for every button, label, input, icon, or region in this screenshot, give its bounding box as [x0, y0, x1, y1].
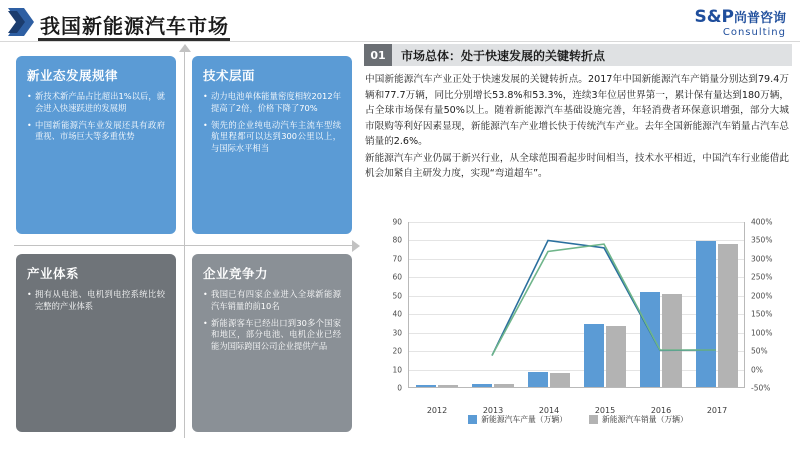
brand-name	[694, 8, 786, 27]
chart-gridline	[409, 314, 745, 315]
quadrant-title: 产业体系	[27, 266, 80, 281]
chart-gridline	[409, 259, 745, 260]
legend-label: 新能源汽车产量（万辆）	[481, 415, 567, 424]
vertical-axis	[184, 50, 185, 438]
chart-bar	[472, 384, 492, 387]
chart-bar	[606, 326, 626, 387]
list-item: • 新技术新产品占比超出1%以后，就会进入快速跃进的发展期	[27, 91, 165, 115]
chart-x-label: 2017	[706, 406, 728, 415]
axis-right-arrow-icon	[352, 240, 360, 252]
section-number: 01	[364, 44, 392, 66]
quadrant-bullets	[203, 91, 341, 155]
quadrant-title: 企业竞争力	[203, 266, 269, 281]
chart-y-tick: 50	[392, 291, 402, 301]
chart-x-label: 2015	[594, 406, 616, 415]
chart-y-tick: 20	[392, 346, 402, 356]
chart-y2-tick: 0%	[751, 365, 763, 375]
chart-bar	[494, 384, 514, 387]
chart-plot-area	[392, 217, 773, 415]
chart-y2-tick: 50%	[751, 346, 768, 356]
page-title: 我国新能源汽车市场	[40, 14, 229, 38]
legend-swatch-production	[468, 415, 477, 424]
quadrant-industry-system	[16, 254, 176, 432]
chart-y-tick: 80	[392, 235, 402, 245]
quadrant-technology	[192, 56, 352, 234]
list-item: • 动力电池单体能量密度相较2012年提高了2倍，价格下降了70%	[203, 91, 341, 115]
chart-y-tick: 60	[392, 272, 402, 282]
paragraph: 中国新能源汽车产业正处于快速发展的关键转折点。2017年中国新能源汽车产销量分别达到79.4万辆和77.7万辆，同比分别增长53.8%和53.3%，连续3年位居世界第一，累计保有量达到180万辆，占全球市场保有量50%以上。随着新能源汽车基础设施完善，年轻消费者环保意识增强，部分大城市限购等利好因素显现，新能源汽车产业增长快于传统汽车产业。去年全国新能源汽车销量占汽车总销量的2.6%。	[365, 74, 789, 148]
chart-bar	[718, 244, 738, 387]
chart-gridline	[409, 351, 745, 352]
section-header	[364, 44, 792, 66]
chart-gridline	[409, 333, 745, 334]
chart-gridline	[409, 370, 745, 371]
chart-bar	[696, 241, 716, 387]
brand-logo	[694, 8, 786, 38]
brand-subtitle: Consulting	[722, 26, 786, 38]
chart-y-tick: 10	[392, 365, 402, 375]
list-item: • 我国已有四家企业进入全球新能源汽车销量的前10名	[203, 289, 341, 313]
chart-y2-tick: -50%	[751, 383, 771, 393]
list-item: • 新能源客车已经出口到30多个国家和地区，部分电池、电机企业已经能为国际跨国公司企业提供产品	[203, 318, 341, 353]
quadrant-new-ecology	[16, 56, 176, 234]
content-pane	[364, 44, 792, 442]
quadrant-diagram	[10, 48, 358, 440]
chart-bar	[584, 324, 604, 387]
legend-item	[589, 414, 688, 425]
quadrant-enterprise-competitiveness	[192, 254, 352, 432]
horizontal-axis	[14, 245, 354, 246]
chart-gridline	[409, 240, 745, 241]
chart-bar	[662, 294, 682, 388]
chart-y-tick: 90	[392, 217, 402, 227]
chart-bar	[528, 372, 548, 387]
chart-y2-tick: 150%	[751, 309, 773, 319]
quadrant-bullets	[27, 91, 165, 143]
chart-y2-tick: 200%	[751, 291, 773, 301]
paragraph: 新能源汽车产业仍属于新兴行业，从全球范围看起步时间相当，技术水平相近，中国汽车行业能借此机会加紧自主研发力度，实现“弯道超车”。	[365, 152, 789, 180]
chart-y2-tick: 300%	[751, 254, 773, 264]
brand-cn-text: 尚普咨询	[733, 11, 786, 26]
chart-bar	[438, 385, 458, 387]
chart-y-tick: 30	[392, 328, 402, 338]
quadrant-bullets	[203, 289, 341, 353]
arrow-logo-icon	[8, 8, 34, 36]
list-item: • 领先的企业纯电动汽车主流车型续航里程都可以达到300公里以上，与国际水平相当	[203, 120, 341, 155]
chart-y2-tick: 250%	[751, 272, 773, 282]
chart-y2-tick: 350%	[751, 235, 773, 245]
quadrant-bullets	[27, 289, 165, 313]
chart-gridline	[409, 277, 745, 278]
legend-label: 新能源汽车销量（万辆）	[602, 415, 688, 424]
section-title-bar	[392, 44, 792, 66]
chart-y-tick: 40	[392, 309, 402, 319]
header-divider	[0, 41, 800, 42]
axis-up-arrow-icon	[179, 44, 191, 52]
chart-x-label: 2013	[482, 406, 504, 415]
quadrant-title: 新业态发展规律	[27, 68, 119, 83]
list-item: • 拥有从电池、电机到电控系统比较完整的产业体系	[27, 289, 165, 313]
chart-bar	[550, 373, 570, 387]
market-chart	[368, 208, 788, 440]
chart-x-label: 2014	[538, 406, 560, 415]
legend-swatch-sales	[589, 415, 598, 424]
chart-y-tick: 0	[397, 383, 402, 393]
chart-y2-tick: 100%	[751, 328, 773, 338]
chart-y-tick: 70	[392, 254, 402, 264]
chart-legend	[368, 414, 788, 425]
section-body	[365, 72, 789, 183]
chart-secondary-axis	[744, 222, 745, 388]
chart-x-label: 2012	[426, 406, 448, 415]
chart-bar	[640, 292, 660, 387]
chart-gridline	[409, 222, 745, 223]
brand-main-text: S&P	[694, 7, 734, 27]
chart-x-label: 2016	[650, 406, 672, 415]
section-title: 市场总体：处于快速发展的关键转折点	[401, 48, 606, 63]
chart-bar	[416, 385, 436, 387]
chart-y2-tick: 400%	[751, 217, 773, 227]
quadrant-title: 技术层面	[203, 68, 256, 83]
list-item: • 中国新能源汽车业发展还具有政府重视、市场巨大等多重优势	[27, 120, 165, 144]
legend-item	[468, 414, 567, 425]
chart-gridline	[409, 296, 745, 297]
page-header	[0, 0, 800, 42]
